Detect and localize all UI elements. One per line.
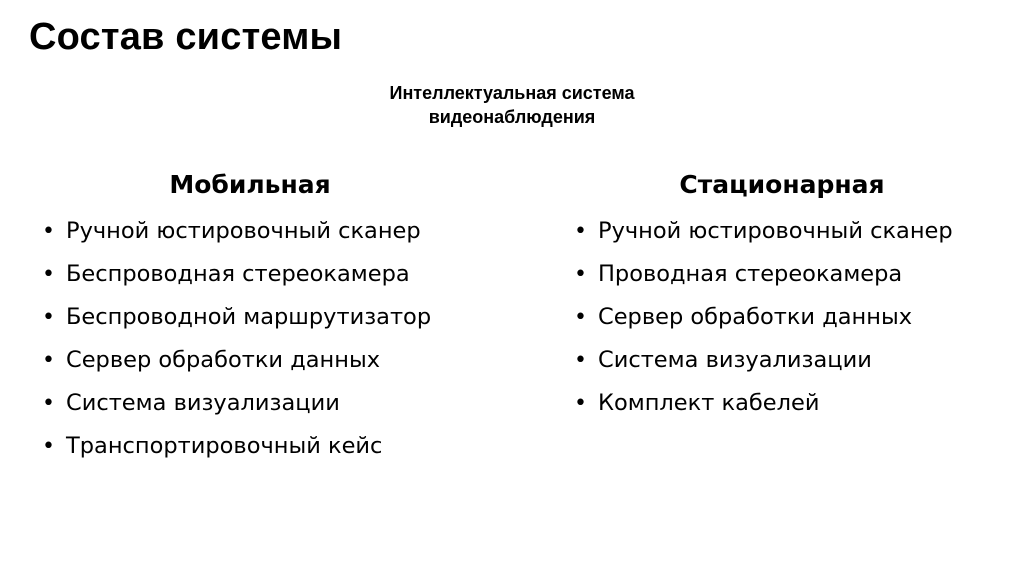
list-item: • Ручной юстировочный сканер: [572, 210, 992, 253]
list-item: • Ручной юстировочный сканер: [40, 210, 460, 253]
list-item: • Комплект кабелей: [572, 382, 992, 425]
list-item: • Транспортировочный кейс: [40, 425, 460, 468]
stationary-heading: Стационарная: [679, 170, 885, 199]
mobile-heading: Мобильная: [169, 170, 331, 199]
list-item: • Система визуализации: [572, 339, 992, 382]
subtitle-line: видеонаблюдения: [428, 107, 596, 127]
list-item: • Сервер обработки данных: [40, 339, 460, 382]
list-item: • Система визуализации: [40, 382, 460, 425]
list-item: • Беспроводной маршрутизатор: [40, 296, 460, 339]
list-item: • Сервер обработки данных: [572, 296, 992, 339]
subtitle: [312, 81, 712, 129]
mobile-column: [40, 168, 460, 468]
slide-title: Состав системы: [29, 16, 343, 58]
stationary-column: [572, 168, 992, 425]
mobile-list: [40, 210, 460, 468]
stationary-list: [572, 210, 992, 425]
list-item: • Беспроводная стереокамера: [40, 253, 460, 296]
subtitle-line: Интеллектуальная система: [389, 83, 635, 103]
list-item: • Проводная стереокамера: [572, 253, 992, 296]
